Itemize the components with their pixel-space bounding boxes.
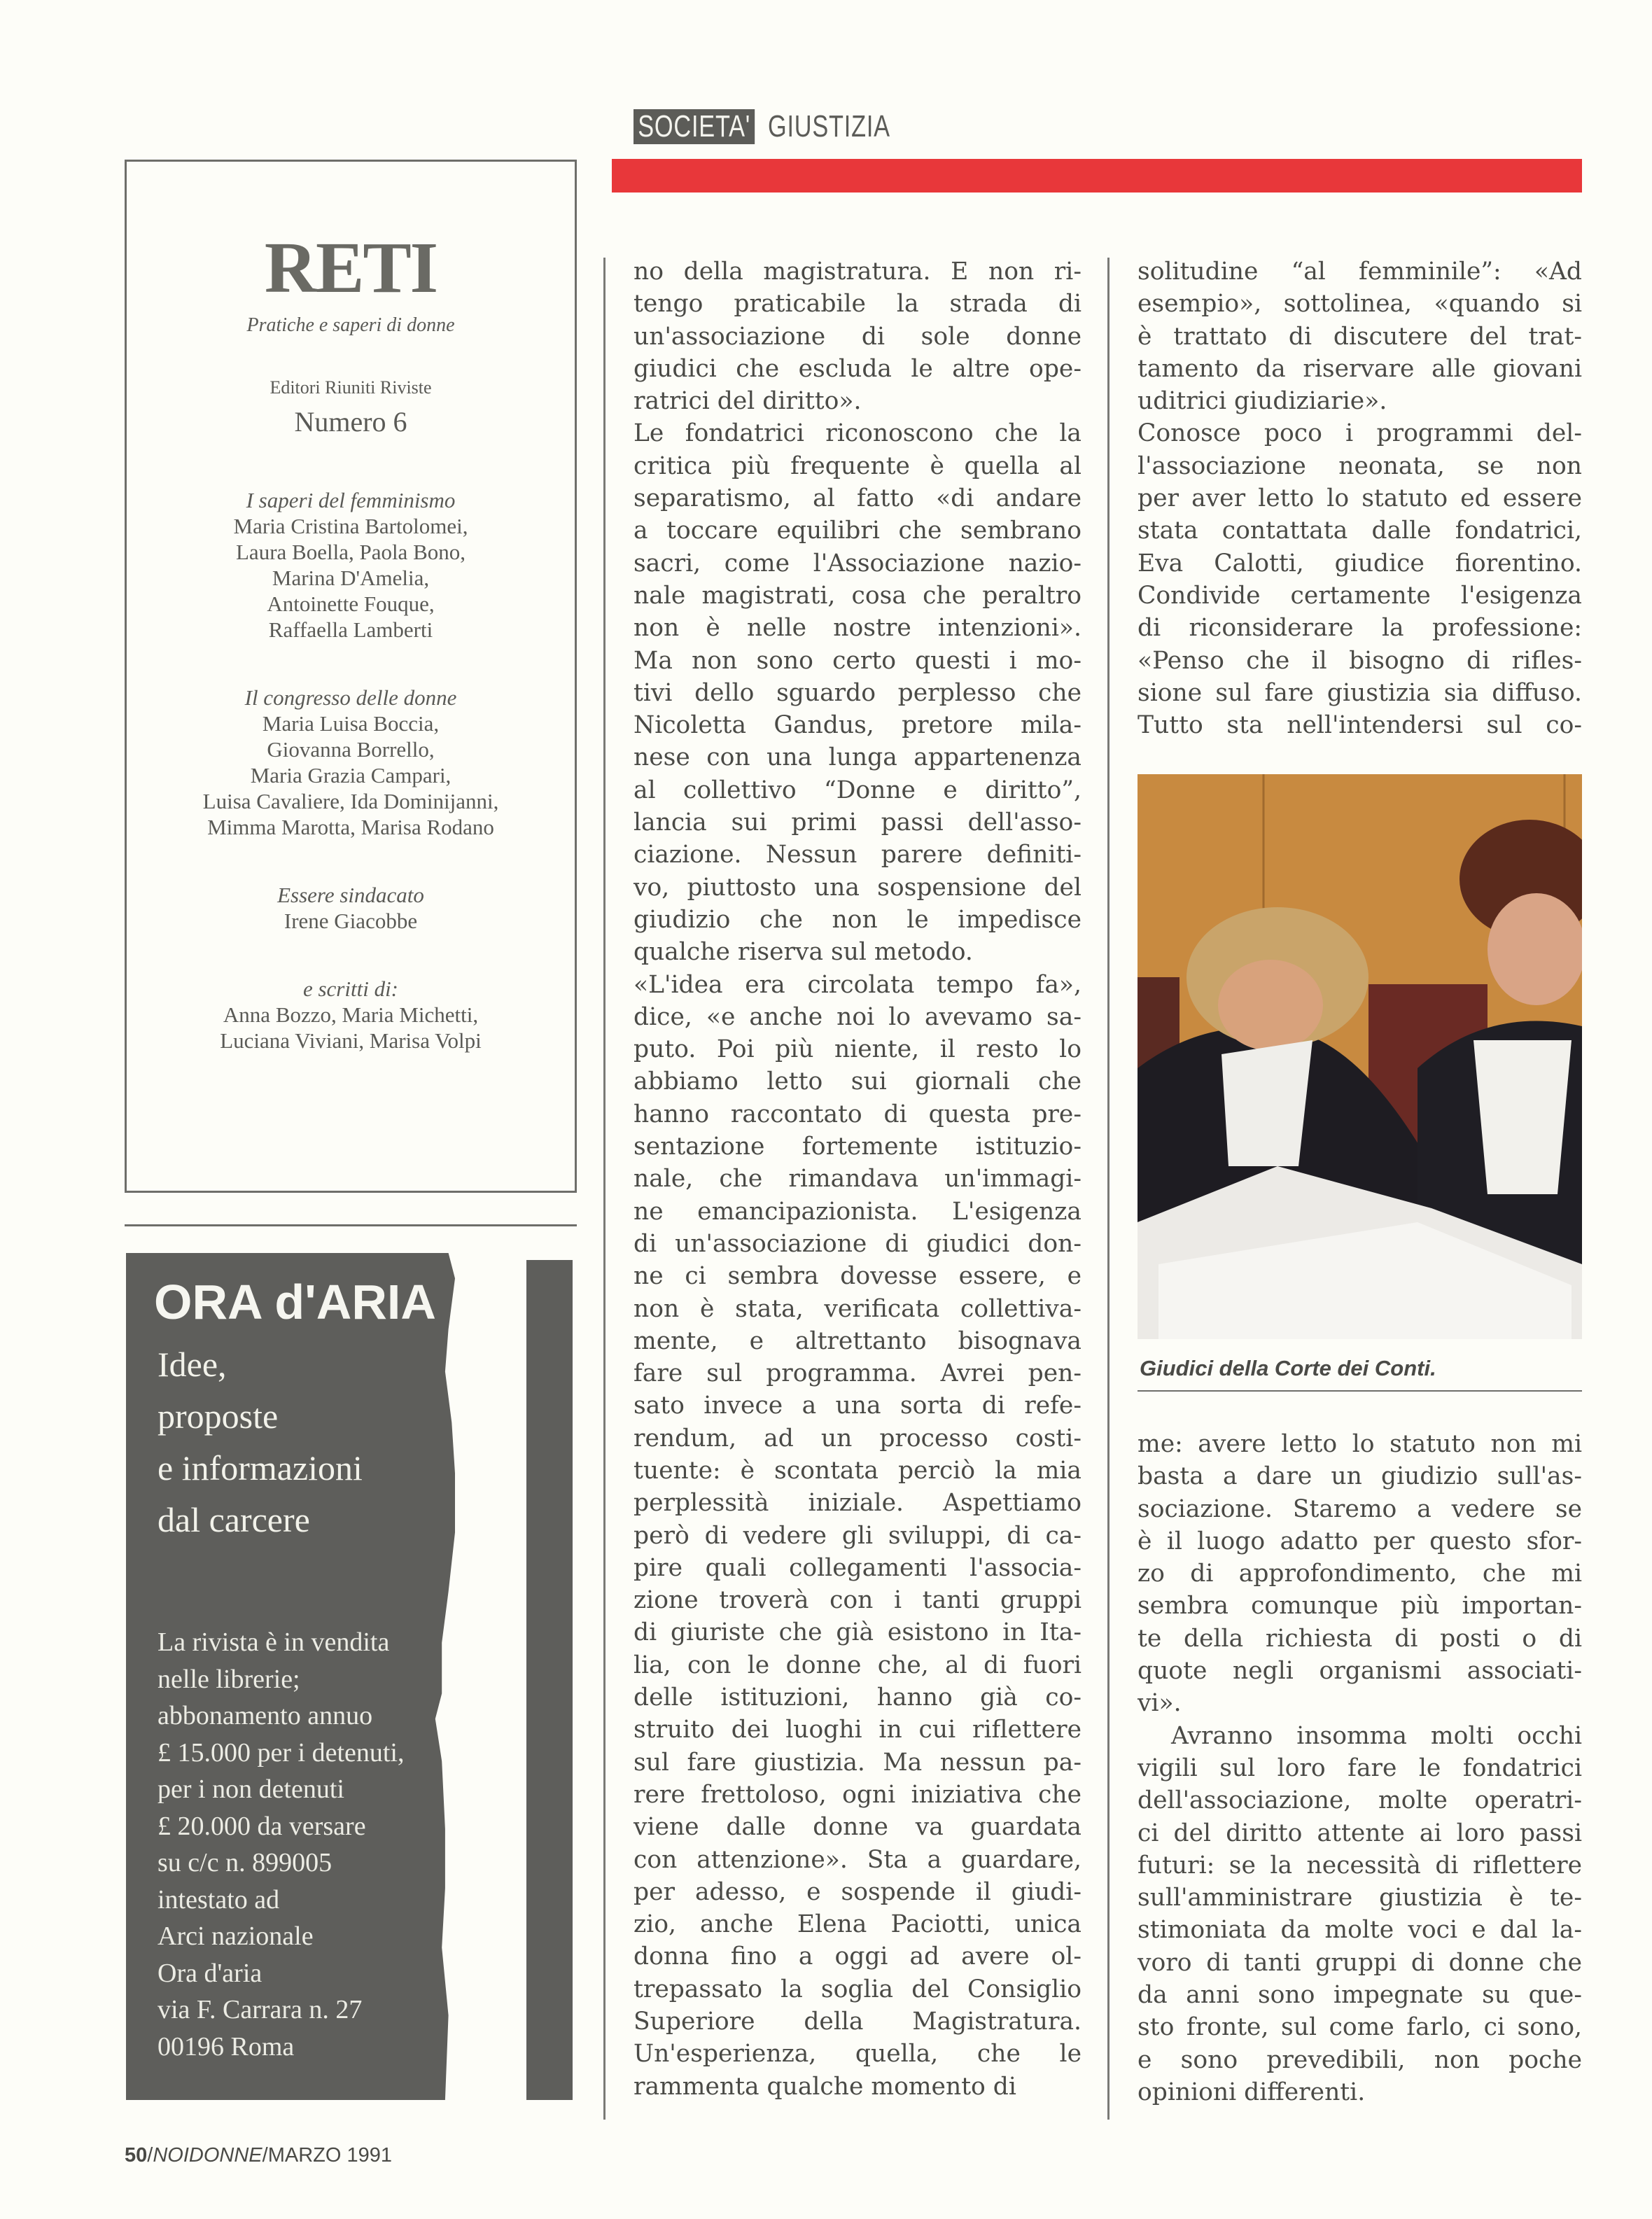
article-line: trepassato la soglia del Consiglio <box>634 1975 1082 2003</box>
article-line: Un'esperienza, quella, che le <box>634 2040 1082 2068</box>
ad-body-line: £ 15.000 per i detenuti, <box>158 1737 405 1768</box>
article-line: e sono prevedibili, non poche <box>1138 2045 1582 2074</box>
article-line: hanno raccontato di questa pre- <box>634 1100 1082 1128</box>
article-line: ne emancipazionista. L'esigenza <box>634 1197 1082 1226</box>
ad-body-line: 00196 Roma <box>158 2031 295 2062</box>
article-line: sato invece a una sorta di refe- <box>634 1392 1082 1420</box>
reti-author-line: Maria Grazia Campari, <box>250 763 451 788</box>
article-line: non è nelle nostre intenzioni». <box>634 614 1082 643</box>
article-line: Avranno insomma molti occhi <box>1171 1721 1582 1750</box>
article-line: ci del diritto attente ai loro passi <box>1138 1819 1582 1847</box>
article-line: sione sul fare giustizia sia diffuso. <box>1138 678 1582 707</box>
article-line: tamento da riservare alle giovani <box>1138 354 1582 383</box>
article-line: opinioni differenti. <box>1138 2078 1366 2106</box>
ad-body-line: £ 20.000 da versare <box>158 1811 366 1841</box>
article-line: ne ci sembra dovesse essere, e <box>634 1262 1082 1291</box>
reti-author-line: Antoinette Fouque, <box>267 592 435 616</box>
ad-tagline <box>158 1338 363 1546</box>
article-line: Eva Calotti, giudice fiorentino. <box>1138 549 1582 578</box>
reti-issue: Numero 6 <box>294 406 407 438</box>
article-line: sto fronte, sul come farlo, ci sono, <box>1138 2013 1582 2042</box>
article-line: di un'associazione di giudici don- <box>634 1229 1082 1258</box>
article-line: tengo praticabile la strada di <box>634 290 1082 318</box>
article-line: «L'idea era circolata tempo fa», <box>634 970 1082 999</box>
section-topic: GIUSTIZIA <box>768 109 890 144</box>
article-line: lancia sui primi passi dell'asso- <box>634 808 1082 837</box>
article-line: Condivide certamente l'esigenza <box>1138 581 1582 610</box>
ad-body-line: via F. Carrara n. 27 <box>158 1995 363 2024</box>
article-line: stimoniata da molte voci e dal la- <box>1138 1916 1582 1945</box>
article-line: quote negli organismi associati- <box>1138 1657 1582 1686</box>
reti-author-line: Laura Boella, Paola Bono, <box>236 540 465 564</box>
article-line: «Penso che il bisogno di rifles- <box>1138 646 1582 675</box>
article-line: vi». <box>1138 1689 1182 1718</box>
photo-caption: Giudici della Corte dei Conti. <box>1140 1356 1436 1380</box>
reti-group-title: I saperi del femminismo <box>246 488 456 512</box>
article-line: vo, piuttosto una sospensione del <box>634 873 1082 902</box>
article-line: Nicoletta Gandus, pretore mila- <box>634 711 1082 740</box>
article-line: al collettivo “Donne e diritto”, <box>634 776 1082 804</box>
article-line: stata contattata dalle fondatrici, <box>1138 517 1582 545</box>
article-line: lia, con le donne che, al di fuori <box>634 1651 1082 1679</box>
ad-tagline-line: e informazioni <box>158 1448 363 1488</box>
article-line: solitudine “al femminile”: «Ad <box>1138 258 1582 286</box>
article-line: no della magistratura. E non ri- <box>634 258 1082 286</box>
article-line: viene dalle donne va guardata <box>634 1813 1082 1842</box>
article-line: perplessità iniziale. Aspettiamo <box>634 1489 1082 1518</box>
article-line: Tutto sta nell'intendersi sul co- <box>1138 711 1582 740</box>
article-line: sul fare giustizia. Ma nessun pa- <box>634 1748 1082 1777</box>
caption-rule <box>1138 1390 1582 1392</box>
article-line: zo di approfondimento, che mi <box>1138 1560 1582 1588</box>
article-line: sembra comunque più importan- <box>1138 1592 1582 1620</box>
article-line: nale, che rimandava un'immagi- <box>634 1165 1082 1194</box>
article-line: puto. Poi più niente, il resto lo <box>634 1035 1082 1064</box>
article-line: a toccare equilibri che sembrano <box>634 517 1082 545</box>
article-line: tuente: è scontata perciò la mia <box>634 1456 1082 1485</box>
ad-body-line: nelle librerie; <box>158 1664 300 1694</box>
section-tag: SOCIETA' <box>634 109 755 144</box>
reti-group <box>127 882 575 934</box>
article-line: Superiore della Magistratura. <box>634 2008 1082 2036</box>
article-line: Conosce poco i programmi del- <box>1138 419 1582 448</box>
article-line: è il luogo adatto per questo sfor- <box>1138 1527 1582 1555</box>
article-line: con attenzione». Sta a guardare, <box>634 1845 1082 1874</box>
article-line: te della richiesta di posti o di <box>1138 1624 1582 1653</box>
ad-body-line: abbonamento annuo <box>158 1701 373 1730</box>
article-line: pire quali collegamenti l'associa- <box>634 1553 1082 1582</box>
reti-publisher: Editori Riuniti Riviste <box>270 377 432 398</box>
article-line: nese con una lunga appartenenza <box>634 743 1082 772</box>
column-rule <box>603 258 606 2120</box>
reti-author-line: Giovanna Borrello, <box>267 737 435 762</box>
ad-headline: ORA d'ARIA <box>154 1275 436 1329</box>
article-column-right-bottom <box>1138 1428 1582 2108</box>
article-line: da anni sono impegnate su que- <box>1138 1981 1582 2010</box>
photo-judges <box>1138 774 1582 1339</box>
page-footer: 50/NOIDONNE/MARZO 1991 <box>125 2144 392 2166</box>
article-line: sull'amministrare giustizia è te- <box>1138 1884 1582 1912</box>
reti-author-line: Luciana Viviani, Marisa Volpi <box>220 1028 482 1053</box>
article-line: qualche riserva sul metodo. <box>634 938 973 967</box>
article-line: struito dei luoghi in cui riflettere <box>634 1716 1082 1744</box>
article-line: abbiamo letto sui giornali che <box>634 1068 1082 1096</box>
article-line: esempio», sottolinea, «quando si <box>1138 290 1582 318</box>
reti-advertisement <box>125 160 577 1193</box>
reti-title: RETI <box>264 227 438 308</box>
article-line: zio, anche Elena Paciotti, unica <box>634 1910 1082 1939</box>
article-line: di giuriste che già esistono in Ita- <box>634 1618 1082 1647</box>
article-line: sociazione. Staremo a vedere se <box>1138 1494 1582 1523</box>
article-line: sacri, come l'Associazione nazio- <box>634 549 1082 578</box>
article-line: basta a dare un giudizio sull'as- <box>1138 1462 1582 1491</box>
article-line: Le fondatrici riconoscono che la <box>634 419 1082 448</box>
article-line: giudizio che non le impedisce <box>634 905 1082 934</box>
article-line: per aver letto lo statuto ed essere <box>1138 484 1582 513</box>
reti-contents <box>127 487 575 1054</box>
reti-group-title: Essere sindacato <box>277 883 424 907</box>
reti-group-title: Il congresso delle donne <box>244 685 457 710</box>
article-line: rendum, ad un processo costi- <box>634 1424 1082 1452</box>
reti-author-line: Anna Bozzo, Maria Michetti, <box>223 1002 479 1027</box>
article-line: un'associazione di sole donne <box>634 322 1082 351</box>
article-line: per adesso, e sospende il giudi- <box>634 1877 1082 1906</box>
article-line: fare sul programma. Avrei pen- <box>634 1359 1082 1388</box>
magazine-name: NOIDONNE <box>153 2144 262 2166</box>
ad-body-line: su c/c n. 899005 <box>158 1848 332 1877</box>
article-line: nale magistrati, cosa che peraltro <box>634 581 1082 610</box>
ad-body <box>158 1624 404 2065</box>
ad-body-line: Arci nazionale <box>158 1921 314 1951</box>
reti-author-line: Irene Giacobbe <box>284 909 418 933</box>
ad-body-line: La rivista è in vendita <box>158 1628 390 1657</box>
article-line: uditrici giudiziarie». <box>1138 387 1387 416</box>
torn-paper-strip <box>526 1260 573 2100</box>
column-rule <box>1107 258 1110 2120</box>
reti-group-title: e scritti di: <box>302 976 399 1001</box>
article-line: dell'associazione, molte operatri- <box>1138 1786 1582 1815</box>
reti-author-line: Mimma Marotta, Marisa Rodano <box>207 815 494 839</box>
article-line: rammenta qualche momento di <box>634 2072 1016 2101</box>
ad-body-line: Ora d'aria <box>158 1958 262 1988</box>
reti-group <box>127 487 575 643</box>
accent-bar <box>612 159 1582 192</box>
reti-author-line: Maria Cristina Bartolomei, <box>233 514 468 538</box>
ad-body-line: per i non detenuti <box>158 1774 344 1804</box>
ad-tagline-line: dal carcere <box>158 1500 310 1539</box>
reti-group <box>127 685 575 840</box>
article-line: ratrici del diritto». <box>634 387 862 416</box>
photo-illustration <box>1138 774 1582 1339</box>
article-line: ciazione. Nessun parere definiti- <box>634 841 1082 869</box>
reti-group <box>127 976 575 1054</box>
article-line: zione troverà con i tanti gruppi <box>634 1586 1082 1615</box>
page-number: 50 <box>125 2144 148 2166</box>
reti-author-line: Raffaella Lamberti <box>268 617 433 642</box>
article-line: giudici che escluda le altre ope- <box>634 354 1082 383</box>
article-line: vigili sul loro fare le fondatrici <box>1138 1754 1582 1782</box>
article-line: di riconsiderare la professione: <box>1138 614 1582 643</box>
article-line: l'associazione neonata, se non <box>1138 451 1582 480</box>
article-line: Ma non sono certo questi i mo- <box>634 646 1082 675</box>
article-line: separatismo, al fatto «di andare <box>634 484 1082 513</box>
article-line: sentazione fortemente istituzio- <box>634 1133 1082 1161</box>
article-line: voro di tanti gruppi di donne che <box>1138 1948 1582 1977</box>
article-line: delle istituzioni, hanno già co- <box>634 1684 1082 1712</box>
article-line: è trattato di discutere del trat- <box>1138 322 1582 351</box>
article-line: mente, e altrettanto bisognava <box>634 1326 1082 1355</box>
article-line: futuri: se la necessità di riflettere <box>1138 1851 1582 1879</box>
divider <box>125 1224 577 1226</box>
article-column-right-top <box>1138 255 1582 741</box>
article-line: rere frettoloso, ogni iniziativa che <box>634 1780 1082 1809</box>
reti-author-line: Maria Luisa Boccia, <box>262 711 440 736</box>
article-line: non è stata, verificata collettiva- <box>634 1294 1082 1323</box>
issue-date: MARZO 1991 <box>267 2144 392 2166</box>
ad-body-line: intestato ad <box>158 1884 280 1914</box>
article-line: tivi dello sguardo perplesso che <box>634 678 1082 707</box>
article-line: critica più frequente è quella al <box>634 451 1082 480</box>
article-line: me: avere letto lo statuto non mi <box>1138 1430 1582 1458</box>
article-column-middle <box>634 255 1082 2103</box>
article-line: però di vedere gli sviluppi, di ca- <box>634 1521 1082 1550</box>
reti-subtitle: Pratiche e saperi di donne <box>246 314 455 336</box>
ad-tagline-line: proposte <box>158 1396 279 1436</box>
article-line: dice, «e anche noi lo avevamo sa- <box>634 1002 1082 1031</box>
article-line: donna fino a oggi ad avere ol- <box>634 1942 1082 1971</box>
reti-author-line: Luisa Cavaliere, Ida Dominijanni, <box>202 789 499 813</box>
ad-tagline-line: Idee, <box>158 1345 227 1384</box>
reti-author-line: Marina D'Amelia, <box>272 566 430 590</box>
